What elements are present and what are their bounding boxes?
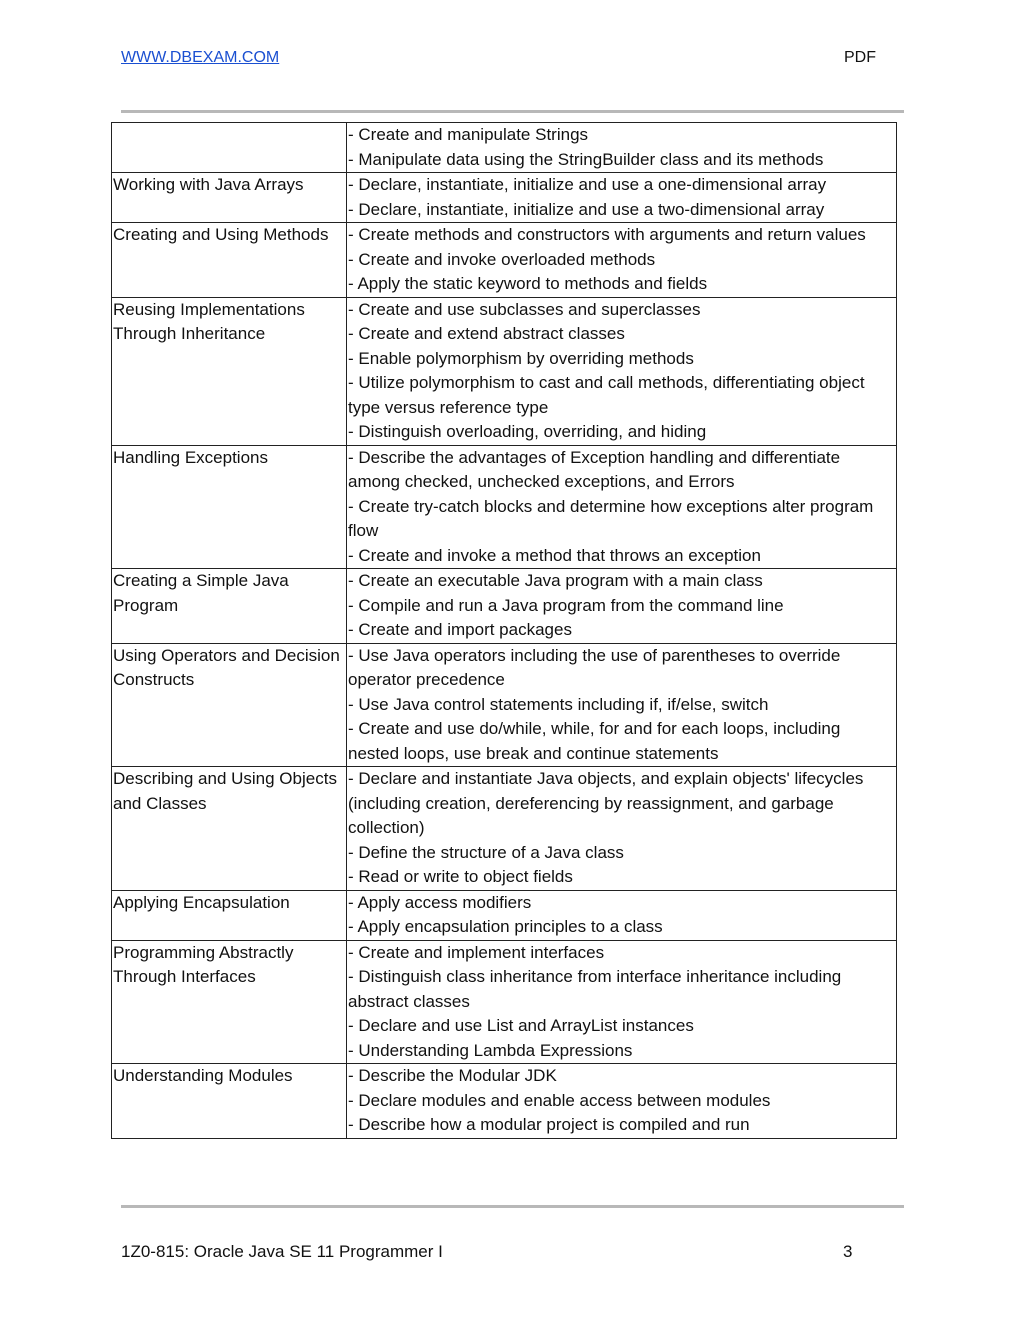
table-row [112,767,897,891]
objective-item: - Create and implement interfaces [348,942,605,962]
objective-item: - Apply access modifiers [348,892,532,912]
objective-item: - Distinguish class inheritance from interface inheritance including abstract classes [348,967,842,1011]
objective-item: - Read or write to object fields [348,867,573,886]
topic-cell: Understanding Modules [112,1064,347,1139]
objectives-cell [347,445,897,569]
objective-item: - Manipulate data using the StringBuilder class and its methods [348,149,824,169]
objective-item: - Create and use subclasses and superclasses [348,299,701,319]
exam-title: 1Z0-815: Oracle Java SE 11 Programmer I [121,1242,443,1261]
objectives-cell [347,173,897,223]
objective-item: - Declare, instantiate, initialize and use a one-dimensional array [348,175,827,194]
table-row [112,1064,897,1139]
exam-topics-table [111,122,897,1139]
footer-divider [121,1205,904,1208]
page-number: 3 [843,1242,853,1261]
objective-item: - Create and invoke a method that throws an exception [348,545,761,565]
objective-item: - Apply the static keyword to methods and fields [348,274,708,293]
objective-item: - Describe the Modular JDK [348,1066,557,1085]
table-row [112,173,897,223]
topic-cell: Creating and Using Methods [112,223,347,298]
table-body [112,123,897,1139]
objectives-cell [347,297,897,445]
objective-item: - Create try-catch blocks and determine how exceptions alter program flow [348,496,874,540]
topic-cell: Reusing Implementations Through Inheritance [112,297,347,445]
objective-item: - Use Java control statements including if, if/else, switch [348,694,769,714]
objective-item: - Use Java operators including the use of parentheses to override operator precedence [348,645,841,689]
table-row [112,569,897,644]
topic-cell: Programming Abstractly Through Interfaces [112,940,347,1064]
table-row [112,643,897,767]
objective-item: - Create and manipulate Strings [348,125,589,144]
objectives-cell [347,1064,897,1139]
site-link[interactable]: WWW.DBEXAM.COM [121,49,280,66]
objectives-cell [347,890,897,940]
objective-item: - Declare and use List and ArrayList instances [348,1016,694,1035]
objective-item: - Declare and instantiate Java objects, and explain objects' lifecycles (including creation, dereferencing by reassignment, and garbage collection) [348,769,864,837]
objective-item: - Create and import packages [348,620,572,639]
table-row [112,123,897,173]
objectives-cell [347,940,897,1064]
objective-item: - Declare modules and enable access between modules [348,1090,771,1110]
objective-item: - Describe how a modular project is compiled and run [348,1115,750,1134]
objective-item: - Enable polymorphism by overriding methods [348,348,694,368]
topic-cell [112,123,347,173]
objective-item: - Create and invoke overloaded methods [348,249,656,269]
format-label: PDF [844,49,876,66]
objective-item: - Create an executable Java program with a main class [348,571,763,590]
topic-cell: Applying Encapsulation [112,890,347,940]
header-divider [121,110,904,113]
objectives-cell [347,223,897,298]
table-row [112,297,897,445]
topic-cell: Handling Exceptions [112,445,347,569]
objectives-cell [347,643,897,767]
objectives-cell [347,569,897,644]
objective-item: - Compile and run a Java program from the command line [348,595,784,615]
table-row [112,940,897,1064]
objective-item: - Distinguish overloading, overriding, and hiding [348,422,707,441]
objective-item: - Apply encapsulation principles to a class [348,917,663,936]
objective-item: - Define the structure of a Java class [348,842,624,862]
objective-item: - Create methods and constructors with arguments and return values [348,225,866,244]
topic-cell: Working with Java Arrays [112,173,347,223]
objectives-cell [347,123,897,173]
topic-cell: Describing and Using Objects and Classes [112,767,347,891]
objective-item: - Create and use do/while, while, for and for each loops, including nested loops, use break and continue statements [348,719,841,763]
table-row [112,890,897,940]
topic-cell: Using Operators and Decision Constructs [112,643,347,767]
objective-item: - Understanding Lambda Expressions [348,1040,633,1060]
table-row [112,445,897,569]
objective-item: - Create and extend abstract classes [348,324,625,343]
objectives-cell [347,767,897,891]
objective-item: - Describe the advantages of Exception handling and differentiate among checked, unchecked exceptions, and Errors [348,447,841,491]
objective-item: - Declare, instantiate, initialize and use a two-dimensional array [348,199,825,219]
objective-item: - Utilize polymorphism to cast and call methods, differentiating object type versus reference type [348,373,865,417]
topic-cell: Creating a Simple Java Program [112,569,347,644]
table-row [112,223,897,298]
